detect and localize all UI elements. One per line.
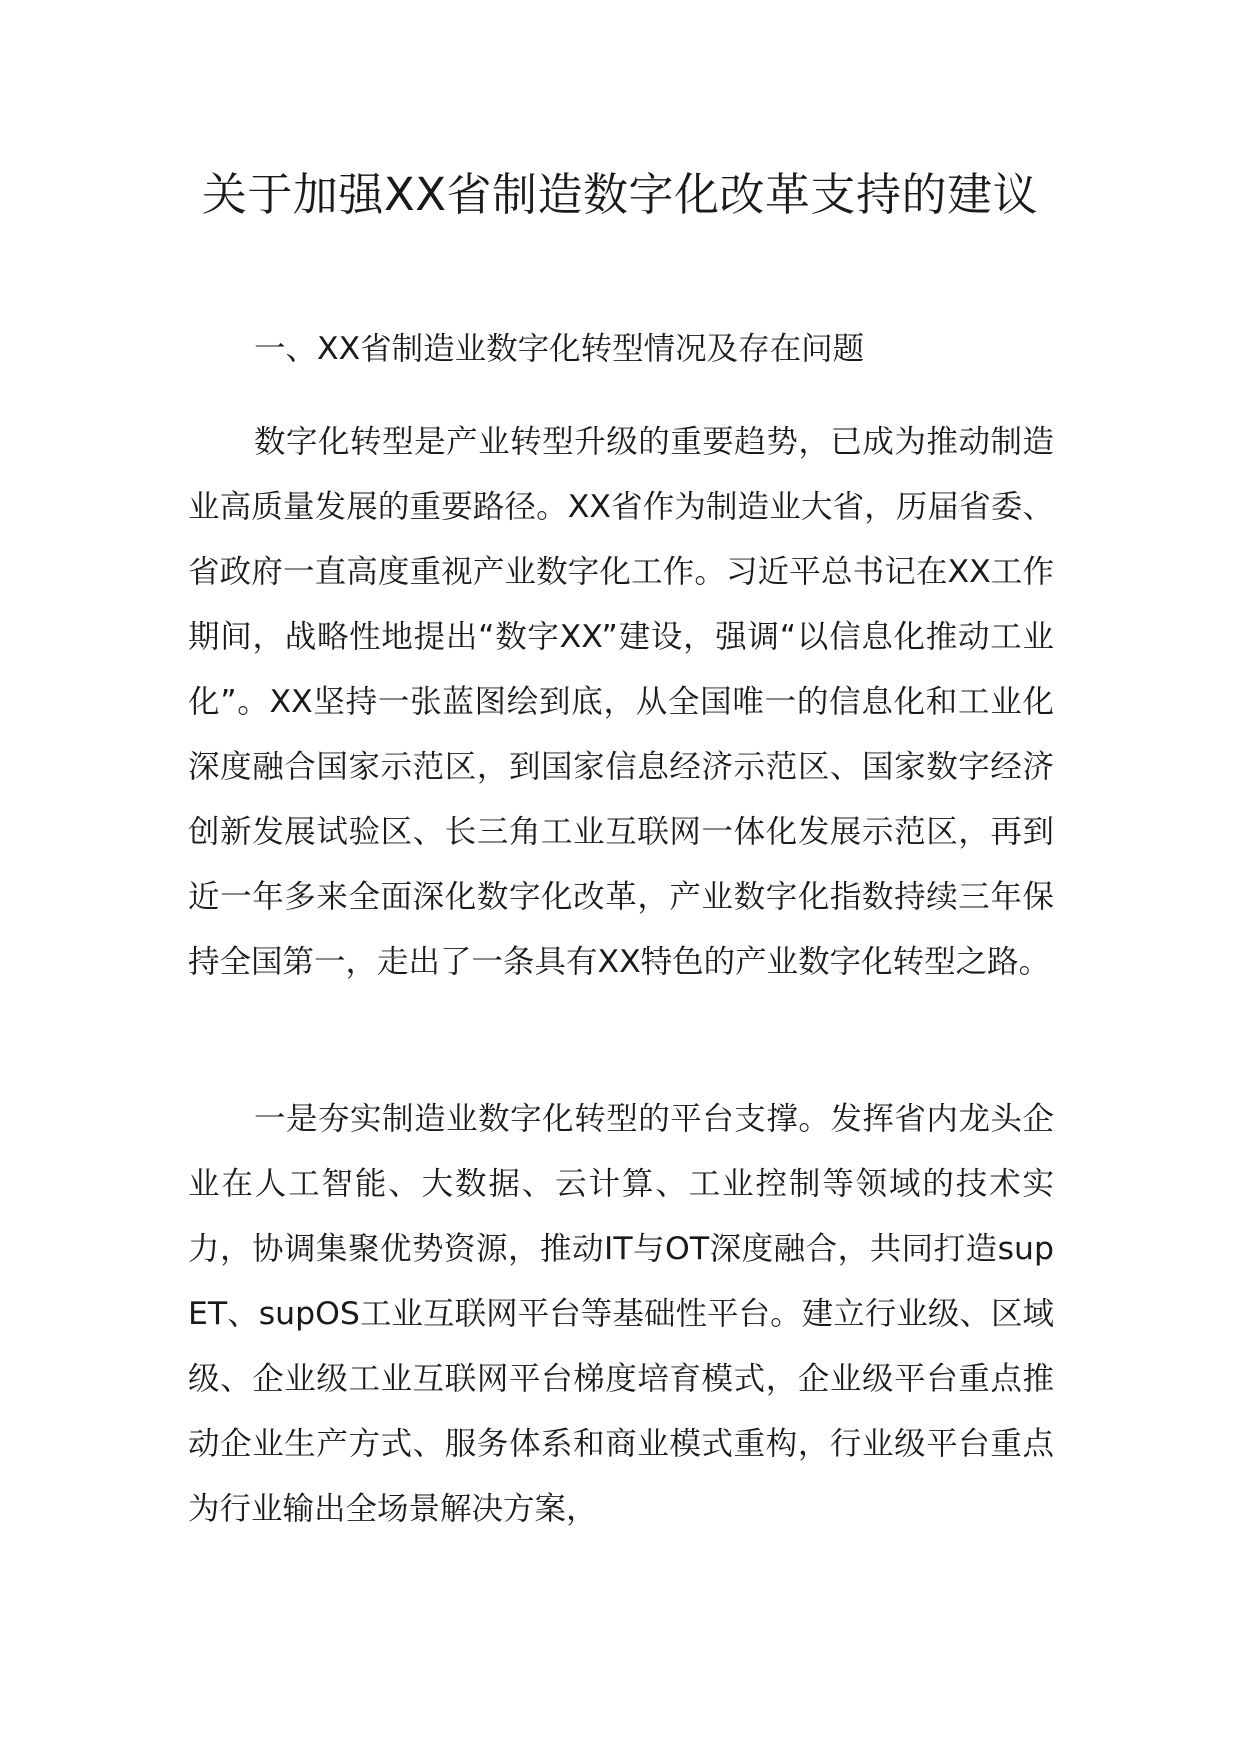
document-title: 关于加强XX省制造数字化改革支持的建议: [201, 168, 1039, 221]
paragraph-1: 数字化转型是产业转型升级的重要趋势，已成为推动制造业高质量发展的重要路径。XX省作为制造业大省，历届省委、省政府一直高度重视产业数字化工作。习近平总书记在XX工作期间，战略性地提出“数字XX”建设，强调“以信息化推动工业化”。XX坚持一张蓝图绘到底，从全国唯一的信息化和工业化深度融合国家示范区，到国家信息经济示范区、国家数字经济创新发展试验区、长三角工业互联网一体化发展示范区，再到近一年多来全面深化数字化改革，产业数字化指数持续三年保持全国第一，走出了一条具有XX特色的产业数字化转型之路。: [188, 424, 1054, 980]
paragraph-2: 一是夯实制造业数字化转型的平台支撑。发挥省内龙头企业在人工智能、大数据、云计算、工业控制等领域的技术实力，协调集聚优势资源，推动IT与OT深度融合，共同打造supET、supOS工业互联网平台等基础性平台。建立行业级、区域级、企业级工业互联网平台梯度培育模式，企业级平台重点推动企业生产方式、服务体系和商业模式重构，行业级平台重点为行业输出全场景解决方案，: [188, 1101, 1054, 1527]
section-heading: 一、XX省制造业数字化转型情况及存在问题: [254, 331, 865, 367]
